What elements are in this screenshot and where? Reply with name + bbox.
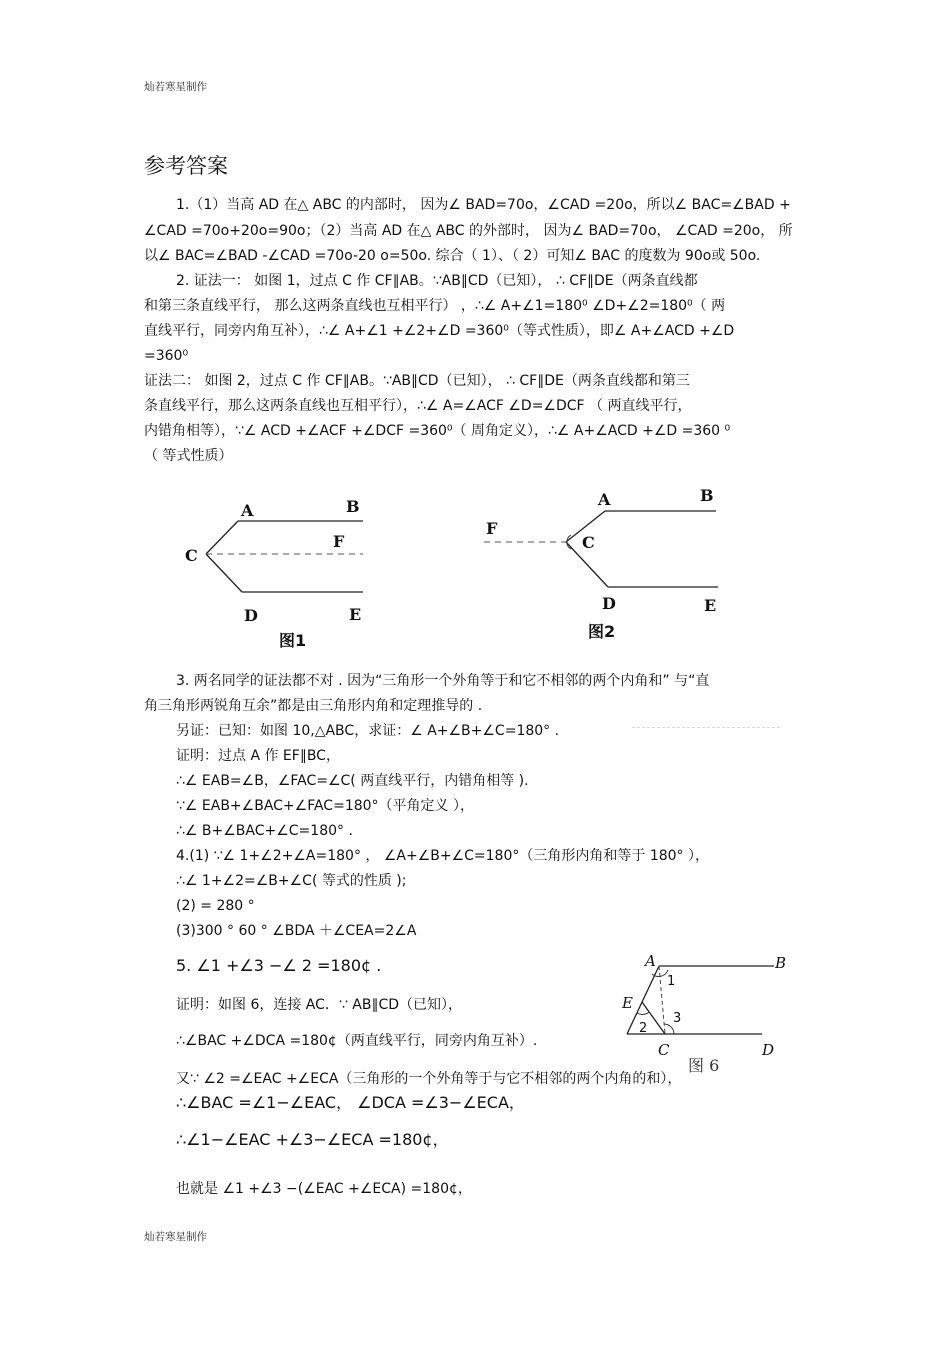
label-f: F <box>486 519 498 538</box>
text-line: （ 等式性质） <box>144 448 233 464</box>
page-header: 灿若寒星制作 <box>144 81 207 93</box>
figure-6 <box>612 948 792 1078</box>
text-line: 角三角形两锐角互余”都是由三角形内角和定理推导的 . <box>144 698 483 714</box>
figure-caption: 图2 <box>588 622 616 641</box>
text-line: ∴∠BAC +∠DCA =180¢（两直线平行，同旁内角互补）. <box>176 1033 538 1049</box>
faint-divider <box>632 727 780 728</box>
text-line: ∴∠ 1+∠2=∠B+∠C( 等式的性质 ); <box>176 873 407 889</box>
angle-1-label: 1 <box>667 974 676 989</box>
text-line: 1.（1）当高 AD 在△ ABC 的内部时， 因为∠ BAD=70o，∠CAD =20o，所以∠ BAC=∠BAD + <box>176 197 791 213</box>
text-line: 和第三条直线平行， 那么这两条直线也互相平行） ，∴∠ A+∠1=180⁰ ∠D+∠2=180⁰（ 两 <box>144 298 726 314</box>
angle-2-arc <box>637 1012 649 1015</box>
text-line: 证法二： 如图 2，过点 C 作 CF∥AB。∵AB∥CD（已知）， ∴ CF∥DE（两条直线都和第三 <box>144 373 690 389</box>
figure-caption: 图 6 <box>688 1056 720 1075</box>
angle-2-label: 2 <box>639 1021 648 1036</box>
text-line: 4.(1) ∵∠ 1+∠2+∠A=180° ， ∠A+∠B+∠C=180°（三角形内角和等于 180° ）， <box>176 848 709 864</box>
text-line: ∴∠1−∠EAC +∠3−∠ECA =180¢， <box>176 1130 449 1149</box>
label-a: A <box>645 952 656 970</box>
text-line: 2. 证法一： 如图 1，过点 C 作 CF∥AB。∵AB∥CD（已知）， ∴ CF∥DE（两条直线都 <box>176 273 698 289</box>
text-line: 也就是 ∠1 +∠3 −(∠EAC +∠ECA) =180¢， <box>176 1181 472 1197</box>
label-b: B <box>775 954 787 972</box>
label-d: D <box>602 594 616 613</box>
label-a: A <box>598 490 611 509</box>
section-title: 参考答案 <box>144 154 228 178</box>
label-a: A <box>241 501 254 520</box>
text-line: 证明：如图 6，连接 AC．∵ AB∥CD（已知）， <box>176 997 463 1013</box>
label-c: C <box>185 546 198 565</box>
text-line: ∴∠ EAB=∠B，∠FAC=∠C( 两直线平行，内错角相等 ). <box>176 773 529 789</box>
page-footer: 灿若寒星制作 <box>144 1231 207 1243</box>
label-e: E <box>704 596 717 615</box>
text-line: ∵∠ EAB+∠BAC+∠FAC=180°（平角定义 ）， <box>176 798 474 814</box>
label-e: E <box>622 994 633 1012</box>
figure-1 <box>178 490 378 655</box>
angle-3-label: 3 <box>673 1011 682 1026</box>
text-line: ∠CAD =70o+20o=90o；（2）当高 AD 在△ ABC 的外部时， 因为∠ BAD=70o， ∠CAD =20o， 所 <box>144 223 793 239</box>
label-f: F <box>333 532 345 551</box>
text-line: 又∵ ∠2 =∠EAC +∠ECA（三角形的一个外角等于与它不相邻的两个内角的和）， <box>176 1071 682 1087</box>
text-line: ∴∠BAC =∠1−∠EAC， ∠DCA =∠3−∠ECA， <box>176 1093 525 1112</box>
figure-2 <box>478 482 728 647</box>
line-ca <box>206 521 238 554</box>
label-e: E <box>349 605 362 624</box>
text-line: 证明：过点 A 作 EF∥BC， <box>176 748 340 764</box>
text-line: 直线平行，同旁内角互补），∴∠ A+∠1 +∠2+∠D =360⁰（等式性质），即∠ A+∠ACD +∠D <box>144 323 735 339</box>
text-line: (2) = 280 ° <box>176 898 255 914</box>
line-cd <box>206 554 242 592</box>
text-line: (3)300 ° 60 ° ∠BDA ＋∠CEA=2∠A <box>176 923 417 939</box>
label-c: C <box>658 1041 670 1059</box>
text-line: =360⁰ <box>144 348 189 364</box>
text-line: 5. ∠1 +∠3 −∠ 2 =180¢ . <box>176 956 382 975</box>
text-line: 内错角相等），∵∠ ACD +∠ACF +∠DCF =360⁰（ 周角定义），∴∠ A+∠ACD +∠D =360 ⁰ <box>144 423 731 439</box>
label-b: B <box>346 497 360 516</box>
figure-caption: 图1 <box>279 631 307 650</box>
text-line: 另证：已知：如图 10,△ABC，求证：∠ A+∠B+∠C=180° . <box>176 723 560 739</box>
text-line: ∴∠ B+∠BAC+∠C=180° . <box>176 823 353 839</box>
label-c: C <box>582 533 595 552</box>
label-d: D <box>762 1041 775 1059</box>
label-d: D <box>244 606 258 625</box>
label-b: B <box>700 486 714 505</box>
text-line: 以∠ BAC=∠BAD -∠CAD =70o-20 o=50o. 综合（ 1）、（ 2）可知∠ BAC 的度数为 90o或 50o. <box>144 248 761 264</box>
text-line: 条直线平行，那么这两条直线也互相平行），∴∠ A=∠ACF ∠D=∠DCF （ 两直线平行， <box>144 398 692 414</box>
text-line: 3. 两名同学的证法都不对 . 因为“三角形一个外角等于和它不相邻的两个内角和” 与“直 <box>176 673 710 689</box>
